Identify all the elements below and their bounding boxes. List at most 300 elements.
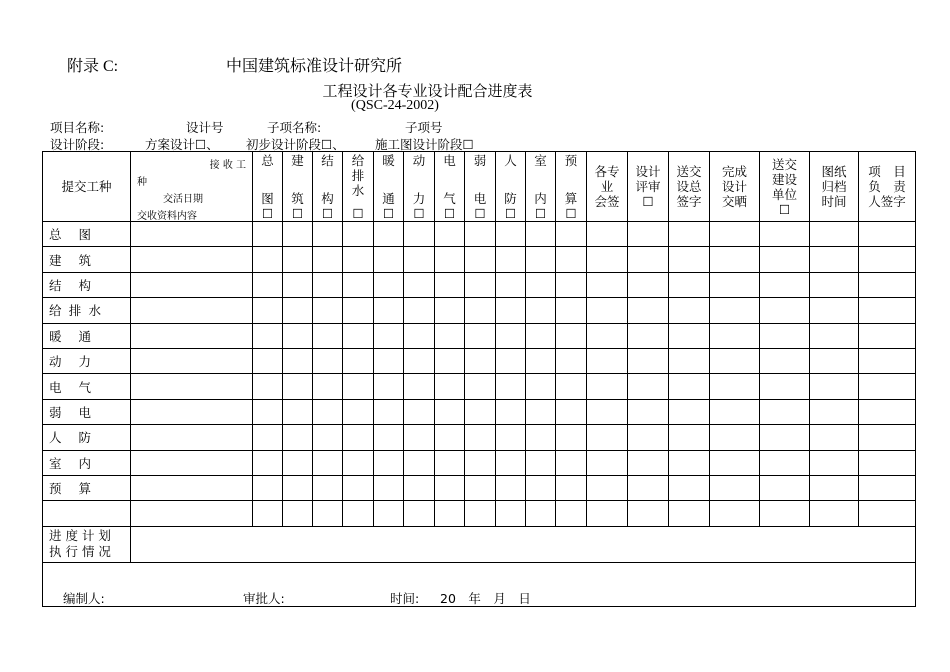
table-cell[interactable] (131, 425, 253, 450)
table-cell[interactable] (404, 475, 435, 500)
institute-name: 中国建筑标准设计研究所 (226, 56, 403, 75)
table-cell[interactable] (343, 298, 374, 323)
table-cell[interactable] (404, 425, 435, 450)
table-cell[interactable] (343, 501, 374, 526)
table-cell[interactable] (465, 222, 496, 247)
table-cell[interactable] (283, 399, 313, 424)
table-row (43, 247, 916, 272)
discipline-checkbox[interactable]: ☐ (504, 206, 517, 221)
row-label-char: 力 (78, 354, 91, 370)
table-cell[interactable] (760, 247, 810, 272)
discipline-col-header (526, 152, 556, 222)
table-cell[interactable] (628, 450, 669, 475)
stage-construction-option[interactable]: 施工图设计阶段☐ (375, 137, 474, 152)
table-cell[interactable] (526, 222, 556, 247)
date-field[interactable]: 20 年 月 日 (440, 591, 531, 606)
table-cell[interactable] (710, 298, 760, 323)
table-cell[interactable] (343, 450, 374, 475)
table-cell[interactable] (810, 272, 859, 297)
table-cell[interactable] (710, 450, 760, 475)
row-label-char: 建 (49, 252, 62, 268)
table-cell[interactable] (435, 501, 465, 526)
table-cell[interactable] (435, 450, 465, 475)
table-cell[interactable] (283, 374, 313, 399)
table-cell[interactable] (283, 222, 313, 247)
table-cell[interactable] (496, 272, 526, 297)
row-label-char: 图 (78, 227, 91, 243)
discipline-header-char: 弱 (473, 153, 487, 168)
table-cell[interactable] (556, 374, 587, 399)
table-cell[interactable] (313, 298, 343, 323)
table-cell[interactable] (131, 298, 253, 323)
table-cell[interactable] (859, 475, 916, 500)
table-cell[interactable] (810, 222, 859, 247)
table-cell[interactable] (374, 374, 404, 399)
table-cell[interactable] (587, 323, 628, 348)
row-discipline-label (43, 425, 131, 450)
table-cell[interactable] (374, 348, 404, 373)
table-cell[interactable] (313, 272, 343, 297)
table-cell[interactable] (760, 450, 810, 475)
table-cell[interactable] (810, 501, 859, 526)
table-cell[interactable] (859, 501, 916, 526)
table-cell[interactable] (710, 323, 760, 348)
table-cell[interactable] (810, 374, 859, 399)
extra-col-checkbox[interactable]: ☐ (778, 201, 791, 217)
table-cell[interactable] (374, 399, 404, 424)
table-cell[interactable] (669, 374, 710, 399)
table-cell[interactable] (587, 475, 628, 500)
table-cell[interactable] (669, 475, 710, 500)
table-cell[interactable] (496, 399, 526, 424)
table-cell[interactable] (859, 348, 916, 373)
table-cell[interactable] (526, 399, 556, 424)
table-cell[interactable] (283, 247, 313, 272)
table-cell[interactable] (343, 475, 374, 500)
table-cell[interactable] (313, 450, 343, 475)
table-cell[interactable] (556, 475, 587, 500)
table-cell[interactable] (760, 222, 810, 247)
table-cell[interactable] (760, 374, 810, 399)
discipline-checkbox[interactable]: ☐ (261, 206, 274, 221)
table-cell[interactable] (313, 247, 343, 272)
table-cell[interactable] (760, 399, 810, 424)
table-cell[interactable] (374, 450, 404, 475)
table-cell[interactable] (496, 475, 526, 500)
table-cell[interactable] (283, 298, 313, 323)
table-cell[interactable] (131, 247, 253, 272)
table-cell[interactable] (435, 247, 465, 272)
table-cell[interactable] (587, 348, 628, 373)
table-cell[interactable] (810, 247, 859, 272)
table-cell[interactable] (526, 298, 556, 323)
table-cell[interactable] (131, 501, 253, 526)
table-cell[interactable] (556, 425, 587, 450)
table-cell[interactable] (556, 272, 587, 297)
table-cell[interactable] (556, 298, 587, 323)
table-cell[interactable] (526, 323, 556, 348)
table-cell[interactable] (313, 399, 343, 424)
table-cell[interactable] (628, 272, 669, 297)
table-cell[interactable] (526, 272, 556, 297)
table-cell[interactable] (496, 374, 526, 399)
table-cell[interactable] (465, 425, 496, 450)
progress-content-cell[interactable] (131, 526, 916, 562)
table-cell[interactable] (556, 450, 587, 475)
discipline-header-char: 总 (261, 153, 274, 168)
table-cell[interactable] (526, 425, 556, 450)
table-cell[interactable] (496, 247, 526, 272)
extra-col-label: 归档 (821, 179, 847, 194)
table-cell[interactable] (526, 247, 556, 272)
row-label-char: 人 (49, 430, 62, 446)
table-cell[interactable] (760, 272, 810, 297)
table-cell[interactable] (859, 450, 916, 475)
table-cell[interactable] (465, 450, 496, 475)
table-cell[interactable] (404, 222, 435, 247)
table-cell[interactable] (253, 475, 283, 500)
table-cell[interactable] (313, 425, 343, 450)
table-cell[interactable] (710, 501, 760, 526)
table-cell[interactable] (760, 323, 810, 348)
table-cell[interactable] (556, 399, 587, 424)
table-cell[interactable] (496, 501, 526, 526)
table-row (43, 501, 916, 526)
table-cell[interactable] (859, 272, 916, 297)
extra-col-label: 项 目 (868, 164, 906, 179)
discipline-header-char: 排 (351, 168, 365, 183)
table-cell[interactable] (587, 222, 628, 247)
table-cell[interactable] (253, 247, 283, 272)
table-cell[interactable] (374, 323, 404, 348)
discipline-col-header (496, 152, 526, 222)
discipline-header-char: 动 (412, 153, 426, 168)
table-cell[interactable] (669, 323, 710, 348)
discipline-header-char: 构 (321, 191, 334, 206)
table-cell[interactable] (628, 323, 669, 348)
table-cell[interactable] (710, 399, 760, 424)
table-cell[interactable] (435, 323, 465, 348)
table-cell[interactable] (283, 323, 313, 348)
discipline-col-header (374, 152, 404, 222)
table-cell[interactable] (404, 348, 435, 373)
table-cell[interactable] (587, 374, 628, 399)
table-cell[interactable] (374, 272, 404, 297)
table-cell[interactable] (253, 348, 283, 373)
table-cell[interactable] (343, 247, 374, 272)
table-cell[interactable] (810, 399, 859, 424)
table-cell[interactable] (131, 399, 253, 424)
table-cell[interactable] (859, 222, 916, 247)
extra-col-label: 设计 (721, 179, 747, 194)
table-cell[interactable] (435, 374, 465, 399)
extra-col-checkbox[interactable]: ☐ (642, 194, 654, 209)
design-no-label: 设计号 (186, 120, 224, 135)
table-cell[interactable] (404, 323, 435, 348)
table-cell[interactable] (859, 323, 916, 348)
table-cell[interactable] (496, 425, 526, 450)
table-cell[interactable] (710, 272, 760, 297)
row-discipline-label (43, 399, 131, 424)
table-row (43, 475, 916, 500)
table-cell[interactable] (556, 247, 587, 272)
table-cell[interactable] (435, 425, 465, 450)
discipline-checkbox[interactable]: ☐ (382, 206, 395, 221)
table-cell[interactable] (526, 348, 556, 373)
table-row (43, 222, 916, 247)
table-cell[interactable] (404, 399, 435, 424)
discipline-col-header (253, 152, 283, 222)
table-cell[interactable] (404, 247, 435, 272)
table-cell[interactable] (710, 374, 760, 399)
discipline-checkbox[interactable]: ☐ (352, 206, 364, 221)
diag-content-label: 交收资料内容 (137, 210, 197, 222)
table-cell[interactable] (628, 348, 669, 373)
table-cell[interactable] (859, 399, 916, 424)
table-cell[interactable] (131, 222, 253, 247)
table-cell[interactable] (131, 374, 253, 399)
table-cell[interactable] (760, 298, 810, 323)
table-cell[interactable] (283, 475, 313, 500)
table-cell[interactable] (628, 222, 669, 247)
table-cell[interactable] (465, 298, 496, 323)
table-cell[interactable] (628, 501, 669, 526)
table-cell[interactable] (253, 323, 283, 348)
table-cell[interactable] (131, 450, 253, 475)
discipline-checkbox[interactable]: ☐ (565, 206, 577, 221)
discipline-col-header (404, 152, 435, 222)
table-cell[interactable] (343, 323, 374, 348)
table-cell[interactable] (465, 501, 496, 526)
table-cell[interactable] (810, 323, 859, 348)
extra-col-label: 建设 (771, 171, 797, 187)
table-row (43, 323, 916, 348)
stage-scheme-option[interactable]: 方案设计☐、 (145, 137, 219, 152)
table-cell[interactable] (496, 298, 526, 323)
table-cell[interactable] (343, 222, 374, 247)
table-cell[interactable] (859, 374, 916, 399)
table-cell[interactable] (710, 475, 760, 500)
table-row (43, 374, 916, 399)
extra-col-label: 时间 (821, 194, 847, 209)
table-cell[interactable] (556, 323, 587, 348)
row-label-char: 电 (49, 379, 62, 395)
extra-col-label: 各专 (594, 164, 620, 179)
stage-preliminary-option[interactable]: 初步设计阶段☐、 (246, 137, 345, 152)
table-cell[interactable] (283, 272, 313, 297)
table-cell[interactable] (131, 272, 253, 297)
table-cell[interactable] (669, 399, 710, 424)
table-cell[interactable] (465, 374, 496, 399)
discipline-header-char: 通 (382, 191, 395, 206)
table-cell[interactable] (810, 425, 859, 450)
discipline-checkbox[interactable]: ☐ (413, 206, 425, 221)
table-cell[interactable] (465, 399, 496, 424)
table-cell[interactable] (859, 425, 916, 450)
table-cell[interactable] (313, 374, 343, 399)
discipline-header-char: 电 (443, 153, 456, 168)
table-cell[interactable] (343, 425, 374, 450)
table-cell[interactable] (283, 501, 313, 526)
table-cell[interactable] (283, 348, 313, 373)
table-cell[interactable] (587, 272, 628, 297)
table-cell[interactable] (313, 501, 343, 526)
table-cell[interactable] (810, 298, 859, 323)
row-label-char: 筑 (78, 252, 91, 268)
table-cell[interactable] (710, 425, 760, 450)
discipline-checkbox[interactable]: ☐ (291, 206, 304, 221)
table-cell[interactable] (374, 298, 404, 323)
table-cell[interactable] (628, 374, 669, 399)
table-cell[interactable] (253, 272, 283, 297)
table-cell[interactable] (253, 399, 283, 424)
table-cell[interactable] (404, 298, 435, 323)
table-cell[interactable] (435, 348, 465, 373)
table-cell[interactable] (131, 348, 253, 373)
table-cell[interactable] (710, 247, 760, 272)
table-cell[interactable] (760, 348, 810, 373)
table-cell[interactable] (669, 501, 710, 526)
table-cell[interactable] (628, 475, 669, 500)
table-cell[interactable] (435, 298, 465, 323)
table-cell[interactable] (669, 272, 710, 297)
discipline-header-char: 室 (534, 153, 547, 168)
table-cell[interactable] (859, 298, 916, 323)
table-cell[interactable] (404, 272, 435, 297)
table-cell[interactable] (465, 475, 496, 500)
table-cell[interactable] (496, 348, 526, 373)
sub-item-no-label: 子项号 (405, 120, 443, 135)
table-cell[interactable] (253, 501, 283, 526)
table-cell[interactable] (404, 450, 435, 475)
table-cell[interactable] (669, 222, 710, 247)
table-cell[interactable] (313, 323, 343, 348)
extra-col-label: 负 责 (868, 179, 906, 194)
table-cell[interactable] (435, 272, 465, 297)
table-cell[interactable] (556, 222, 587, 247)
table-cell[interactable] (526, 501, 556, 526)
discipline-checkbox[interactable]: ☐ (474, 206, 486, 221)
table-cell[interactable] (669, 450, 710, 475)
table-cell[interactable] (131, 475, 253, 500)
table-cell[interactable] (343, 374, 374, 399)
table-cell[interactable] (343, 399, 374, 424)
discipline-checkbox[interactable]: ☐ (443, 206, 456, 221)
table-cell[interactable] (131, 323, 253, 348)
table-cell[interactable] (496, 450, 526, 475)
table-cell[interactable] (628, 399, 669, 424)
table-cell[interactable] (587, 298, 628, 323)
table-cell[interactable] (587, 425, 628, 450)
table-cell[interactable] (404, 374, 435, 399)
table-cell[interactable] (374, 501, 404, 526)
table-cell[interactable] (465, 348, 496, 373)
table-cell[interactable] (465, 272, 496, 297)
extra-col-label: 业 (600, 179, 614, 194)
table-cell[interactable] (669, 298, 710, 323)
extra-col-header (859, 152, 916, 222)
table-cell[interactable] (435, 475, 465, 500)
row-discipline-label (43, 323, 131, 348)
extra-col-label: 完成 (721, 164, 747, 179)
table-cell[interactable] (435, 222, 465, 247)
table-cell[interactable] (465, 247, 496, 272)
table-cell[interactable] (253, 450, 283, 475)
table-cell[interactable] (283, 425, 313, 450)
table-cell[interactable] (313, 475, 343, 500)
table-cell[interactable] (760, 425, 810, 450)
table-cell[interactable] (628, 425, 669, 450)
table-cell[interactable] (253, 374, 283, 399)
table-cell[interactable] (526, 374, 556, 399)
table-cell[interactable] (374, 475, 404, 500)
table-cell[interactable] (496, 323, 526, 348)
table-cell[interactable] (628, 247, 669, 272)
discipline-checkbox[interactable]: ☐ (534, 206, 547, 221)
discipline-checkbox[interactable]: ☐ (321, 206, 334, 221)
table-cell[interactable] (587, 399, 628, 424)
table-cell[interactable] (404, 501, 435, 526)
table-cell[interactable] (810, 450, 859, 475)
table-cell[interactable] (587, 247, 628, 272)
table-cell[interactable] (628, 298, 669, 323)
table-cell[interactable] (710, 222, 760, 247)
table-cell[interactable] (587, 501, 628, 526)
table-cell[interactable] (374, 425, 404, 450)
table-cell[interactable] (313, 222, 343, 247)
table-cell[interactable] (374, 247, 404, 272)
row-discipline-label (43, 374, 131, 399)
table-cell[interactable] (810, 348, 859, 373)
table-cell[interactable] (253, 222, 283, 247)
row-label-char: 暖 (49, 328, 62, 344)
table-cell[interactable] (313, 348, 343, 373)
table-cell[interactable] (253, 425, 283, 450)
table-cell[interactable] (760, 501, 810, 526)
row-label-char: 动 (49, 354, 62, 370)
table-cell[interactable] (526, 450, 556, 475)
discipline-header-char: 电 (473, 191, 487, 206)
stage-label: 设计阶段: (50, 137, 105, 152)
table-cell[interactable] (496, 222, 526, 247)
table-cell[interactable] (710, 348, 760, 373)
row-label-char: 总 (49, 227, 62, 243)
approver-label: 审批人: (243, 591, 285, 606)
extra-col-header (810, 152, 859, 222)
table-cell[interactable] (587, 450, 628, 475)
table-cell[interactable] (283, 450, 313, 475)
table-cell[interactable] (343, 272, 374, 297)
table-row (43, 298, 916, 323)
table-cell[interactable] (669, 247, 710, 272)
table-cell[interactable] (374, 222, 404, 247)
table-cell[interactable] (253, 298, 283, 323)
table-cell[interactable] (810, 475, 859, 500)
table-cell[interactable] (760, 475, 810, 500)
table-cell[interactable] (435, 399, 465, 424)
table-cell[interactable] (556, 501, 587, 526)
row-discipline-label (43, 298, 131, 323)
table-header-row (43, 152, 916, 222)
discipline-header-char: 力 (412, 191, 426, 206)
table-cell[interactable] (859, 247, 916, 272)
table-cell[interactable] (669, 348, 710, 373)
table-cell[interactable] (343, 348, 374, 373)
table-cell[interactable] (669, 425, 710, 450)
table-cell[interactable] (526, 475, 556, 500)
table-cell[interactable] (556, 348, 587, 373)
table-cell[interactable] (465, 323, 496, 348)
